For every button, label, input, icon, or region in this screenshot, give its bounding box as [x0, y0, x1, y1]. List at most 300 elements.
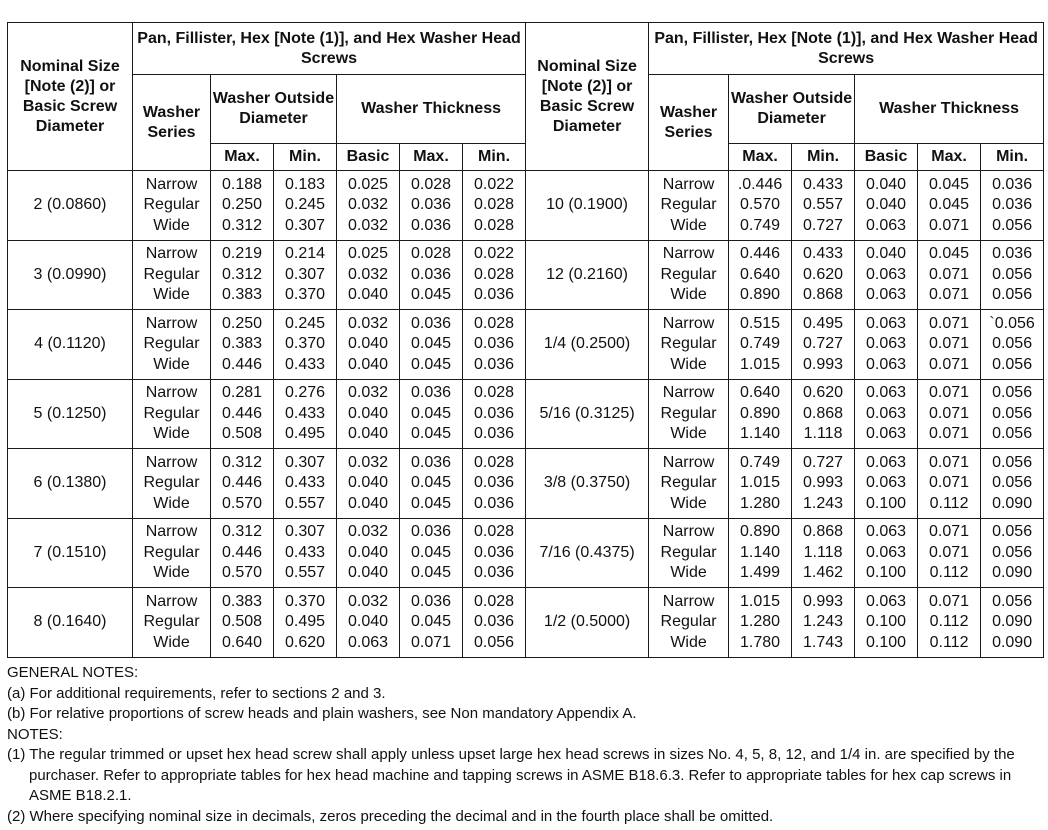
thickness-max-header-right: Max.	[918, 144, 981, 171]
washer-series-label: Regular	[660, 404, 717, 422]
thickness-basic-cell	[337, 310, 400, 380]
thickness-min-cell	[981, 310, 1044, 380]
od-max-value: 0.250	[221, 314, 263, 332]
thickness-min-cell	[463, 449, 526, 519]
thickness-min-value: `0.056	[989, 314, 1035, 332]
notes-title: NOTES:	[7, 725, 63, 743]
od-max-value: 1.140	[740, 425, 781, 442]
washer-series-cell	[649, 518, 729, 588]
od-max-value: 0.570	[221, 564, 263, 581]
thickness-min-value: 0.090	[992, 494, 1033, 512]
od-max-value: 0.890	[740, 404, 781, 422]
thickness-basic-value: 0.063	[866, 335, 907, 352]
thickness-max-cell	[918, 171, 981, 241]
od-min-cell	[792, 310, 855, 380]
thickness-basic-cell	[337, 588, 400, 658]
thickness-max-header-left: Max.	[400, 144, 463, 171]
thickness-min-cell	[463, 518, 526, 588]
thickness-max-value: 0.045	[410, 543, 452, 561]
thickness-basic-value: 0.040	[347, 474, 389, 491]
thickness-basic-value: 0.032	[347, 384, 389, 401]
group-title-header-left: Pan, Fillister, Hex [Note (1)], and Hex Washer Head Screws	[133, 23, 526, 75]
washer-series-label: Regular	[660, 543, 717, 561]
thickness-basic-cell	[855, 449, 918, 519]
washer-series-label: Wide	[670, 425, 707, 442]
nominal-size-cell: 8 (0.1640)	[8, 588, 133, 658]
thickness-basic-value: 0.040	[347, 494, 389, 512]
thickness-basic-value: 0.040	[866, 245, 907, 262]
thickness-min-value: 0.056	[992, 384, 1033, 401]
od-max-value: 1.499	[740, 564, 781, 581]
washer-series-label: Regular	[143, 404, 200, 422]
thickness-max-value: 0.045	[410, 613, 452, 630]
od-min-value: 0.993	[803, 474, 844, 491]
od-max-value: 0.749	[740, 453, 781, 471]
od-min-cell	[274, 449, 337, 519]
table-body	[8, 171, 1044, 658]
thickness-max-cell	[400, 588, 463, 658]
washer-dimensions-table	[7, 22, 1044, 658]
od-min-value: 0.620	[803, 265, 844, 283]
group-title-header-right: Pan, Fillister, Hex [Note (1)], and Hex Washer Head Screws	[649, 23, 1044, 75]
nominal-size-cell: 4 (0.1120)	[8, 310, 133, 380]
od-max-value: 0.219	[221, 245, 263, 262]
thickness-max-value: 0.071	[929, 592, 970, 610]
od-max-cell	[729, 588, 792, 658]
washer-series-label: Wide	[153, 286, 190, 303]
notes-section	[7, 663, 1043, 827]
od-min-value: 0.245	[284, 196, 326, 213]
thickness-basic-value: 0.100	[866, 494, 907, 512]
thickness-basic-value: 0.063	[866, 543, 907, 561]
od-max-value: 0.446	[221, 355, 263, 373]
nominal-size-cell: 3/8 (0.3750)	[526, 449, 649, 519]
washer-series-header-right: Washer Series	[649, 75, 729, 171]
thickness-min-value: 0.036	[474, 404, 515, 422]
od-max-value: 1.280	[740, 494, 781, 512]
thickness-min-value: 0.036	[474, 355, 515, 373]
thickness-basic-value: 0.063	[866, 404, 907, 422]
thickness-basic-value: 0.063	[866, 265, 907, 283]
od-min-value: 0.370	[284, 335, 326, 352]
thickness-max-value: 0.071	[929, 543, 970, 561]
thickness-min-value: 0.056	[992, 404, 1033, 422]
thickness-basic-header-right: Basic	[855, 144, 918, 171]
thickness-basic-value: 0.032	[347, 523, 389, 540]
thickness-max-value: 0.036	[410, 384, 452, 401]
washer-series-label: Narrow	[145, 592, 198, 610]
washer-series-label: Wide	[670, 633, 707, 651]
washer-series-cell	[133, 171, 211, 241]
washer-series-cell	[133, 449, 211, 519]
thickness-basic-value: 0.100	[866, 564, 907, 581]
od-max-value: 0.312	[221, 265, 263, 283]
thickness-min-value: 0.036	[992, 175, 1033, 193]
thickness-max-cell	[918, 379, 981, 449]
thickness-max-value: 0.036	[410, 453, 452, 471]
washer-series-label: Wide	[153, 633, 190, 651]
od-min-cell	[274, 588, 337, 658]
washer-series-cell	[133, 240, 211, 310]
od-min-value: 0.370	[284, 286, 326, 303]
washer-series-label: Narrow	[662, 453, 715, 471]
thickness-basic-cell	[855, 240, 918, 310]
od-min-value: 1.118	[803, 543, 843, 561]
od-max-value: 1.780	[740, 633, 781, 651]
od-min-value: 1.462	[803, 564, 844, 581]
od-max-value: 0.446	[221, 404, 263, 422]
nominal-size-cell: 1/4 (0.2500)	[526, 310, 649, 380]
thickness-min-value: 0.022	[474, 245, 515, 262]
washer-series-cell	[649, 379, 729, 449]
od-min-value: 0.620	[803, 384, 844, 401]
od-min-header-right: Min.	[792, 144, 855, 171]
washer-series-label: Regular	[143, 474, 200, 491]
thickness-min-cell	[463, 310, 526, 380]
thickness-min-value: 0.056	[992, 265, 1033, 283]
thickness-max-value: 0.045	[410, 286, 452, 303]
od-max-value: 0.250	[221, 196, 263, 213]
washer-series-label: Wide	[670, 355, 707, 373]
washer-series-label: Narrow	[145, 384, 198, 401]
od-min-value: 0.868	[803, 523, 844, 540]
thickness-min-header-right: Min.	[981, 144, 1044, 171]
od-max-value: 0.749	[740, 335, 781, 352]
washer-series-cell	[133, 518, 211, 588]
thickness-basic-value: 0.025	[347, 175, 389, 193]
table-row	[8, 240, 1044, 310]
thickness-max-value: 0.112	[929, 613, 969, 630]
thickness-max-value: 0.036	[410, 592, 452, 610]
washer-series-label: Wide	[153, 216, 190, 234]
od-min-cell	[274, 379, 337, 449]
od-min-cell	[792, 240, 855, 310]
thickness-min-value: 0.036	[474, 286, 515, 303]
thickness-max-cell	[400, 240, 463, 310]
washer-series-label: Narrow	[145, 245, 198, 262]
thickness-min-value: 0.028	[474, 265, 515, 283]
thickness-basic-value: 0.032	[347, 196, 389, 213]
washer-series-label: Wide	[153, 425, 190, 442]
thickness-min-value: 0.090	[992, 633, 1033, 651]
thickness-min-value: 0.056	[992, 335, 1033, 352]
thickness-min-value: 0.056	[992, 355, 1033, 373]
od-min-cell	[274, 518, 337, 588]
thickness-min-value: 0.036	[992, 245, 1033, 262]
nominal-size-cell: 12 (0.2160)	[526, 240, 649, 310]
thickness-min-value: 0.056	[992, 474, 1033, 491]
thickness-basic-value: 0.040	[347, 543, 389, 561]
od-max-value: 0.312	[221, 216, 263, 234]
thickness-basic-value: 0.032	[347, 265, 389, 283]
washer-series-label: Regular	[143, 543, 200, 561]
washer-series-label: Narrow	[145, 314, 198, 332]
thickness-min-value: 0.056	[992, 453, 1033, 471]
thickness-basic-header-left: Basic	[337, 144, 400, 171]
od-max-value: 0.515	[740, 314, 781, 332]
od-min-value: 0.433	[284, 474, 326, 491]
thickness-min-value: 0.028	[474, 216, 515, 234]
thickness-max-value: 0.071	[929, 474, 970, 491]
od-min-value: 0.993	[803, 355, 844, 373]
thickness-min-value: 0.028	[474, 384, 515, 401]
thickness-min-value: 0.056	[992, 216, 1033, 234]
od-max-value: .0.446	[737, 175, 783, 193]
od-max-value: 0.570	[740, 196, 781, 213]
od-max-value: 1.015	[740, 355, 781, 373]
thickness-min-cell	[463, 240, 526, 310]
thickness-max-value: 0.071	[410, 633, 452, 651]
od-max-cell	[211, 379, 274, 449]
od-max-cell	[211, 518, 274, 588]
thickness-min-value: 0.036	[474, 543, 515, 561]
od-max-cell	[729, 449, 792, 519]
od-min-value: 0.307	[284, 265, 326, 283]
thickness-max-value: 0.071	[929, 335, 970, 352]
thickness-max-value: 0.112	[929, 564, 969, 581]
thickness-min-value: 0.022	[474, 175, 515, 193]
thickness-basic-value: 0.040	[866, 196, 907, 213]
washer-series-header-left: Washer Series	[133, 75, 211, 171]
nominal-size-cell: 1/2 (0.5000)	[526, 588, 649, 658]
washer-series-cell	[649, 310, 729, 380]
washer-series-cell	[649, 171, 729, 241]
od-max-cell	[729, 518, 792, 588]
od-max-value: 1.015	[740, 474, 781, 491]
thickness-basic-value: 0.063	[866, 216, 907, 234]
washer-series-label: Narrow	[662, 245, 715, 262]
washer-series-label: Narrow	[662, 175, 715, 193]
od-min-cell	[792, 588, 855, 658]
nominal-size-cell: 5/16 (0.3125)	[526, 379, 649, 449]
table-row	[8, 379, 1044, 449]
thickness-basic-cell	[855, 518, 918, 588]
thickness-max-value: 0.071	[929, 425, 970, 442]
od-min-value: 0.245	[284, 314, 326, 332]
thickness-basic-cell	[855, 588, 918, 658]
od-min-value: 0.433	[803, 175, 844, 193]
washer-series-label: Regular	[143, 265, 200, 283]
od-max-cell	[211, 310, 274, 380]
od-max-cell	[211, 171, 274, 241]
washer-series-label: Narrow	[662, 314, 715, 332]
thickness-basic-value: 0.100	[866, 633, 907, 651]
washer-od-header-left: Washer Outside Diameter	[211, 75, 337, 144]
thickness-max-value: 0.112	[929, 494, 969, 512]
thickness-min-value: 0.028	[474, 523, 515, 540]
thickness-basic-value: 0.040	[347, 404, 389, 422]
thickness-basic-value: 0.063	[866, 286, 907, 303]
thickness-basic-value: 0.063	[347, 633, 389, 651]
thickness-min-value: 0.036	[474, 494, 515, 512]
od-min-value: 1.118	[803, 425, 843, 442]
thickness-basic-value: 0.040	[347, 286, 389, 303]
table-row	[8, 449, 1044, 519]
washer-series-label: Narrow	[145, 523, 198, 540]
od-min-value: 0.727	[803, 335, 844, 352]
thickness-max-value: 0.045	[410, 355, 452, 373]
washer-series-label: Regular	[660, 196, 717, 213]
thickness-basic-value: 0.040	[347, 425, 389, 442]
od-min-cell	[792, 379, 855, 449]
od-min-value: 0.727	[803, 216, 844, 234]
od-min-value: 0.495	[284, 613, 326, 630]
washer-series-label: Wide	[670, 564, 707, 581]
thickness-min-value: 0.056	[992, 543, 1033, 561]
od-max-value: 0.640	[740, 384, 781, 401]
thickness-max-value: 0.045	[929, 175, 970, 193]
od-max-value: 0.890	[740, 286, 781, 303]
thickness-min-value: 0.056	[992, 425, 1033, 442]
thickness-max-value: 0.112	[929, 633, 969, 651]
nominal-size-cell: 6 (0.1380)	[8, 449, 133, 519]
thickness-max-cell	[918, 240, 981, 310]
thickness-basic-value: 0.063	[866, 453, 907, 471]
od-max-value: 0.312	[221, 453, 263, 471]
od-max-value: 0.446	[221, 474, 263, 491]
thickness-max-cell	[918, 449, 981, 519]
thickness-min-cell	[981, 449, 1044, 519]
od-min-value: 0.993	[803, 592, 844, 610]
od-min-value: 0.433	[284, 355, 326, 373]
thickness-max-value: 0.036	[410, 523, 452, 540]
thickness-basic-value: 0.025	[347, 245, 389, 262]
thickness-basic-value: 0.063	[866, 355, 907, 373]
od-min-value: 1.243	[803, 494, 844, 512]
od-max-value: 0.383	[221, 592, 263, 610]
thickness-max-cell	[400, 518, 463, 588]
washer-series-label: Regular	[143, 613, 200, 630]
general-note-a: (a) For additional requirements, refer to sections 2 and 3.	[7, 684, 386, 702]
od-min-value: 0.868	[803, 404, 844, 422]
nominal-size-cell: 3 (0.0990)	[8, 240, 133, 310]
od-max-cell	[211, 240, 274, 310]
note-1: (1) The regular trimmed or upset hex head screw shall apply unless upset large hex head screws in sizes No. 4, 5, 8, 12, and 1/4 in. are specified by the purchaser. Refer to appropriate tables for hex head machine and tapping screws in ASME B18.6.3. Refer to appropriate tables for hex cap screws in ASME B18.2.1.	[7, 746, 1015, 804]
table-row	[8, 518, 1044, 588]
thickness-basic-value: 0.100	[866, 613, 907, 630]
thickness-basic-value: 0.040	[347, 564, 389, 581]
thickness-basic-cell	[337, 518, 400, 588]
od-max-value: 0.749	[740, 216, 781, 234]
od-max-value: 0.508	[221, 425, 263, 442]
od-min-value: 0.495	[284, 425, 326, 442]
washer-thickness-header-left: Washer Thickness	[337, 75, 526, 144]
washer-series-cell	[649, 588, 729, 658]
thickness-min-cell	[981, 240, 1044, 310]
washer-series-label: Wide	[153, 355, 190, 373]
thickness-basic-cell	[337, 379, 400, 449]
od-min-value: 0.307	[284, 216, 326, 234]
od-max-cell	[211, 449, 274, 519]
thickness-max-value: 0.036	[410, 314, 452, 332]
od-min-value: 0.557	[284, 494, 326, 512]
thickness-basic-value: 0.063	[866, 592, 907, 610]
od-min-value: 0.433	[803, 245, 844, 262]
od-max-value: 1.280	[740, 613, 781, 630]
od-max-value: 0.281	[221, 384, 263, 401]
od-min-value: 0.557	[803, 196, 844, 213]
thickness-max-value: 0.036	[410, 265, 452, 283]
washer-series-label: Regular	[660, 335, 717, 352]
thickness-min-header-left: Min.	[463, 144, 526, 171]
od-max-cell	[729, 379, 792, 449]
od-min-value: 0.307	[284, 453, 326, 471]
od-max-value: 0.640	[740, 265, 781, 283]
washer-series-label: Narrow	[662, 523, 715, 540]
thickness-max-value: 0.045	[410, 474, 452, 491]
od-max-value: 0.508	[221, 613, 263, 630]
od-min-value: 0.433	[284, 404, 326, 422]
thickness-basic-cell	[337, 171, 400, 241]
thickness-basic-value: 0.063	[866, 474, 907, 491]
thickness-min-value: 0.036	[474, 613, 515, 630]
thickness-min-value: 0.090	[992, 564, 1033, 581]
od-max-value: 1.140	[740, 543, 781, 561]
thickness-max-cell	[400, 310, 463, 380]
washer-series-cell	[649, 240, 729, 310]
table-row	[8, 171, 1044, 241]
od-max-value: 1.015	[740, 592, 781, 610]
thickness-min-value: 0.036	[474, 425, 515, 442]
thickness-max-value: 0.036	[410, 216, 452, 234]
thickness-max-value: 0.045	[410, 494, 452, 512]
thickness-basic-value: 0.063	[866, 523, 907, 540]
thickness-min-value: 0.056	[992, 592, 1033, 610]
thickness-max-cell	[400, 171, 463, 241]
od-min-value: 0.183	[284, 175, 326, 193]
thickness-max-value: 0.071	[929, 453, 970, 471]
od-min-cell	[792, 518, 855, 588]
thickness-max-value: 0.071	[929, 355, 970, 373]
nominal-size-cell: 7/16 (0.4375)	[526, 518, 649, 588]
od-max-value: 0.446	[221, 543, 263, 561]
general-note-b: (b) For relative proportions of screw heads and plain washers, see Non mandatory Appendix A.	[7, 705, 637, 722]
washer-series-label: Wide	[670, 286, 707, 303]
thickness-basic-value: 0.040	[347, 355, 389, 373]
washer-series-label: Regular	[143, 335, 200, 352]
thickness-basic-value: 0.040	[347, 613, 389, 630]
od-min-value: 0.868	[803, 286, 844, 303]
thickness-min-value: 0.036	[992, 196, 1033, 213]
thickness-min-value: 0.028	[474, 453, 515, 471]
od-min-value: 1.743	[803, 633, 844, 651]
nominal-size-cell: 2 (0.0860)	[8, 171, 133, 241]
thickness-basic-cell	[855, 171, 918, 241]
od-max-cell	[729, 171, 792, 241]
thickness-max-value: 0.071	[929, 314, 970, 332]
od-min-cell	[792, 171, 855, 241]
od-max-value: 0.446	[740, 245, 781, 262]
od-min-value: 0.370	[284, 592, 326, 610]
thickness-max-cell	[400, 449, 463, 519]
thickness-basic-value: 0.063	[866, 425, 907, 442]
washer-series-label: Regular	[660, 265, 717, 283]
nominal-size-header-right: Nominal Size [Note (2)] or Basic Screw Diameter	[526, 23, 649, 171]
thickness-max-value: 0.036	[410, 196, 452, 213]
od-min-value: 0.727	[803, 453, 844, 471]
thickness-min-cell	[463, 379, 526, 449]
thickness-min-cell	[981, 588, 1044, 658]
thickness-max-value: 0.071	[929, 216, 970, 234]
table-row	[8, 588, 1044, 658]
washer-series-label: Wide	[670, 494, 707, 512]
thickness-max-value: 0.045	[410, 404, 452, 422]
thickness-basic-cell	[855, 379, 918, 449]
thickness-basic-value: 0.040	[347, 335, 389, 352]
thickness-max-value: 0.028	[410, 245, 452, 262]
washer-series-label: Narrow	[145, 453, 198, 471]
thickness-basic-cell	[337, 240, 400, 310]
